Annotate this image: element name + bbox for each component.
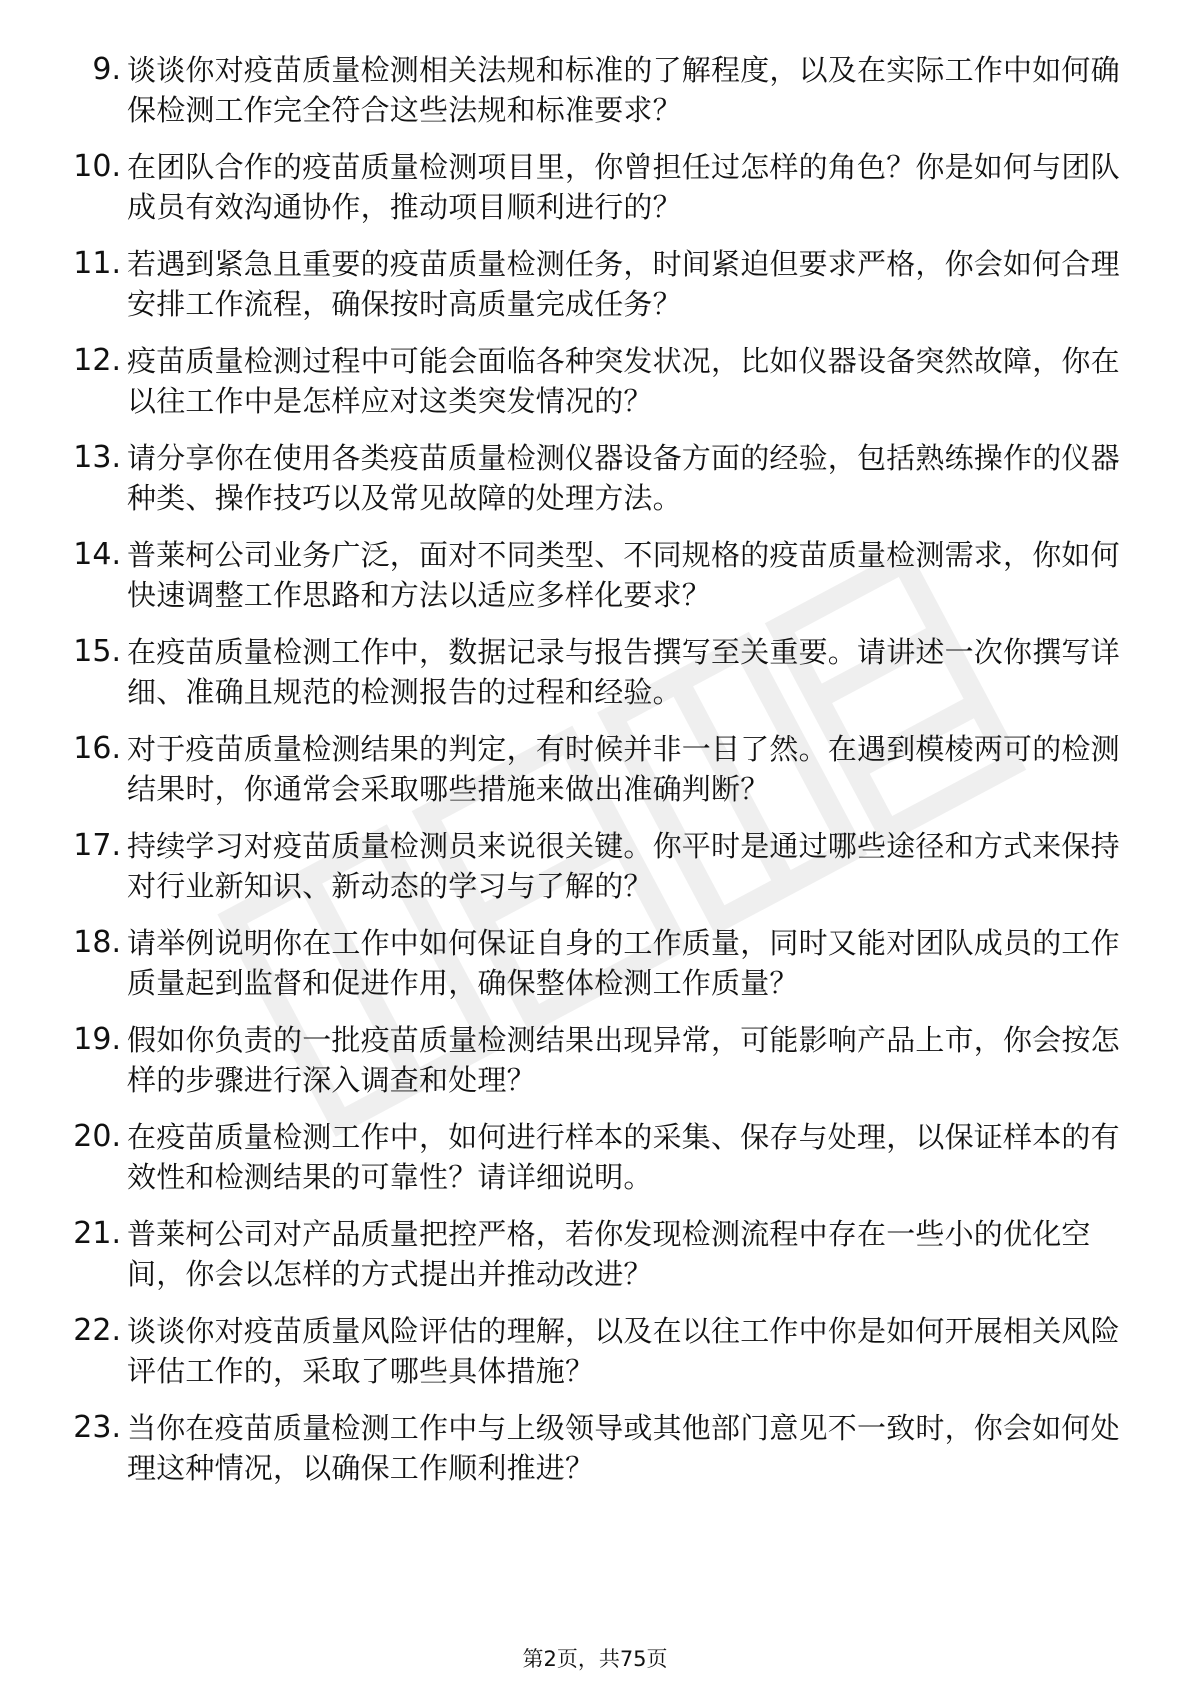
question-text: 普莱柯公司对产品质量把控严格，若你发现检测流程中存在一些小的优化空间，你会以怎样的方式提出并推动改进？ (127, 1217, 1091, 1291)
question-text: 对于疫苗质量检测结果的判定，有时候并非一目了然。在遇到模棱两可的检测结果时，你通常会采取哪些措施来做出准确判断？ (127, 732, 1120, 806)
question-item (62, 50, 1122, 130)
question-number: 9. (92, 52, 121, 87)
question-number: 22. (73, 1313, 121, 1348)
question-item (62, 1408, 1122, 1488)
question-number: 15. (73, 634, 121, 669)
question-text: 请分享你在使用各类疫苗质量检测仪器设备方面的经验，包括熟练操作的仪器种类、操作技巧以及常见故障的处理方法。 (127, 441, 1120, 515)
question-number: 23. (73, 1410, 121, 1445)
question-item (62, 729, 1122, 809)
question-item (62, 632, 1122, 712)
question-number: 19. (73, 1022, 121, 1057)
question-number: 17. (73, 828, 121, 863)
question-text: 普莱柯公司业务广泛，面对不同类型、不同规格的疫苗质量检测需求，你如何快速调整工作思路和方法以适应多样化要求？ (127, 538, 1120, 612)
question-text: 在疫苗质量检测工作中，如何进行样本的采集、保存与处理，以保证样本的有效性和检测结果的可靠性？请详细说明。 (127, 1120, 1120, 1194)
question-text: 若遇到紧急且重要的疫苗质量检测任务，时间紧迫但要求严格，你会如何合理安排工作流程，确保按时高质量完成任务？ (127, 247, 1120, 321)
question-item (62, 826, 1122, 906)
question-item (62, 535, 1122, 615)
question-number: 20. (73, 1119, 121, 1154)
question-number: 14. (73, 537, 121, 572)
question-number: 18. (73, 925, 121, 960)
question-item (62, 438, 1122, 518)
question-item (62, 244, 1122, 324)
question-text: 持续学习对疫苗质量检测员来说很关键。你平时是通过哪些途径和方式来保持对行业新知识、新动态的学习与了解的？ (127, 829, 1120, 903)
question-text: 假如你负责的一批疫苗质量检测结果出现异常，可能影响产品上市，你会按怎样的步骤进行深入调查和处理？ (127, 1023, 1120, 1097)
question-text: 请举例说明你在工作中如何保证自身的工作质量，同时又能对团队成员的工作质量起到监督和促进作用，确保整体检测工作质量？ (127, 926, 1120, 1000)
question-number: 16. (73, 731, 121, 766)
question-text: 在团队合作的疫苗质量检测项目里，你曾担任过怎样的角色？你是如何与团队成员有效沟通协作，推动项目顺利进行的？ (127, 150, 1120, 224)
question-item (62, 1117, 1122, 1197)
question-number: 21. (73, 1216, 121, 1251)
question-item (62, 147, 1122, 227)
question-number: 10. (73, 149, 121, 184)
question-item (62, 1020, 1122, 1100)
question-item (62, 1214, 1122, 1294)
question-text: 疫苗质量检测过程中可能会面临各种突发状况，比如仪器设备突然故障，你在以往工作中是怎样应对这类突发情况的？ (127, 344, 1120, 418)
question-text: 谈谈你对疫苗质量风险评估的理解，以及在以往工作中你是如何开展相关风险评估工作的，采取了哪些具体措施？ (127, 1314, 1120, 1388)
question-item (62, 341, 1122, 421)
question-number: 12. (73, 343, 121, 378)
question-text: 当你在疫苗质量检测工作中与上级领导或其他部门意见不一致时，你会如何处理这种情况，以确保工作顺利推进？ (127, 1411, 1120, 1485)
question-list (62, 50, 1122, 1505)
question-number: 13. (73, 440, 121, 475)
question-text: 在疫苗质量检测工作中，数据记录与报告撰写至关重要。请讲述一次你撰写详细、准确且规范的检测报告的过程和经验。 (127, 635, 1120, 709)
question-item (62, 923, 1122, 1003)
page-number-label: 第2页，共75页 (522, 1647, 668, 1671)
page-footer (0, 1646, 1190, 1672)
question-text: 谈谈你对疫苗质量检测相关法规和标准的了解程度，以及在实际工作中如何确保检测工作完全符合这些法规和标准要求？ (127, 53, 1120, 127)
question-number: 11. (73, 246, 121, 281)
question-item (62, 1311, 1122, 1391)
